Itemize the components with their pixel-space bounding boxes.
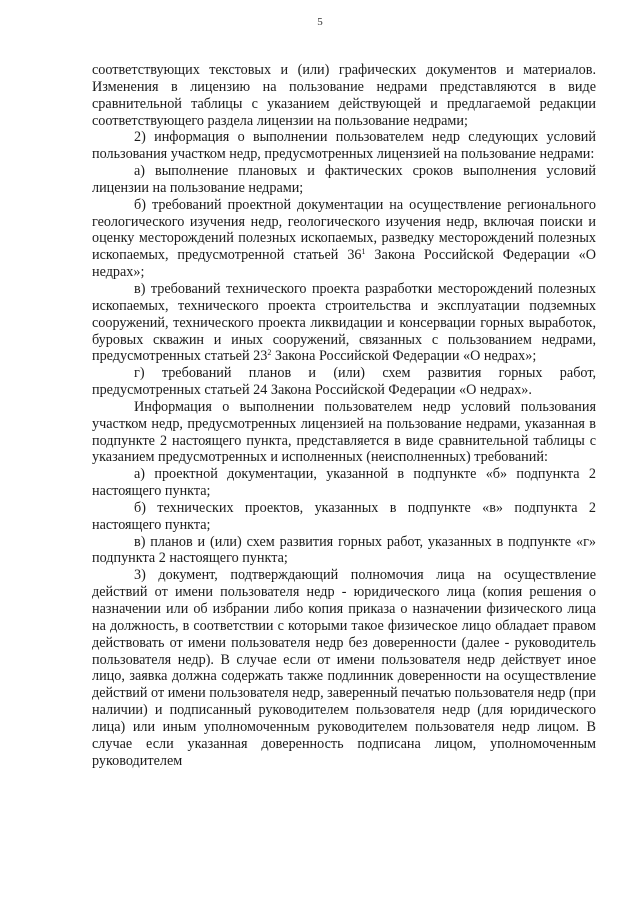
footnote-superscript: 2 <box>267 348 272 358</box>
paragraph-text: а) проектной документации, указанной в подпункте «б» подпункта 2 настоящего пункта; <box>92 466 596 500</box>
paragraph-text-continued: Закона Российской Федерации «О недрах»; <box>271 348 537 365</box>
paragraph-text: а) выполнение плановых и фактических сроков выполнения условий лицензии на пользование недрами; <box>92 163 596 196</box>
paragraph-text: б) технических проектов, указанных в подпункте «в» подпункта 2 настоящего пункта; <box>92 499 596 533</box>
paragraph <box>92 163 596 197</box>
page-number: 5 <box>317 16 323 28</box>
paragraph-text-continued: Закона Российской Федерации «О недрах»; <box>92 247 596 281</box>
paragraph-text: в) планов и (или) схем развития горных работ, указанных в подпункте «г» подпункта 2 настоящего пункта; <box>92 533 596 567</box>
paragraph-text: 3) документ, подтверждающий полномочия лица на осуществление действий от имени пользователя недр - юридического лица (копия решения о назначении или об избрании либо копия приказа о назначении физического лица на должность, в соответствии с которыми такое физическое лицо обладает правом действовать от имени пользователя недр без доверенности (далее - руководитель пользователя недр). В случае если от имени пользователя недр действует иное лицо, заявка должна содержать также подлинник доверенности на осуществление действий от имени пользователя недр, заверенный печатью пользователя недр (при наличии) и подписанный руководителем пользователя недр (для юридического лица) или иным уполномоченным руководителем пользователя недр лицом. В случае если указанная доверенность подписана лицом, уполномоченным руководителем <box>92 567 596 769</box>
paragraph-text: 2) информация о выполнении пользователем недр следующих условий пользования участком недр, предусмотренных лицензией на пользование недрами: <box>92 129 596 163</box>
paragraph <box>92 466 596 500</box>
paragraph <box>92 62 596 129</box>
paragraph <box>92 534 596 568</box>
paragraph <box>92 281 596 365</box>
document-body <box>92 62 596 769</box>
paragraph-text: г) требований планов и (или) схем развития горных работ, предусмотренных статьей 24 Закона Российской Федерации «О недрах». <box>92 365 596 399</box>
paragraph <box>92 500 596 534</box>
paragraph <box>92 129 596 163</box>
paragraph <box>92 567 596 769</box>
paragraph <box>92 399 596 466</box>
paragraph-text: соответствующих текстовых и (или) графических документов и материалов. Изменения в лицензию на пользование недрами представляются в виде сравнительной таблицы с указанием действующей и предлагаемой редакции соответствующего раздела лицензии на пользование недрами; <box>92 62 596 129</box>
footnote-superscript: 1 <box>361 247 366 257</box>
paragraph-text: Информация о выполнении пользователем недр условий пользования участком недр, предусмотренных лицензией на пользование недрами, указанная в подпункте 2 настоящего пункта, представляется в виде сравнительной таблицы с указанием предусмотренных и исполненных (неисполненных) требований: <box>92 398 596 466</box>
paragraph-text: в) требований технического проекта разработки месторождений полезных ископаемых, технического проекта строительства и эксплуатации подземных сооружений, технического проекта ликвидации и консервации горных выработок, буровых скважин и иных сооружений, связанных с пользованием недрами, предусмотренных статьей 23 <box>92 280 596 365</box>
paragraph-text: б) требований проектной документации на осуществление регионального геологического изучения недр, геологического изучения недр, включая поиски и оценку месторождений полезных ископаемых, разведку месторождений полезных ископаемых, предусмотренной статьей 36 <box>92 196 596 264</box>
paragraph <box>92 197 596 281</box>
paragraph <box>92 365 596 399</box>
